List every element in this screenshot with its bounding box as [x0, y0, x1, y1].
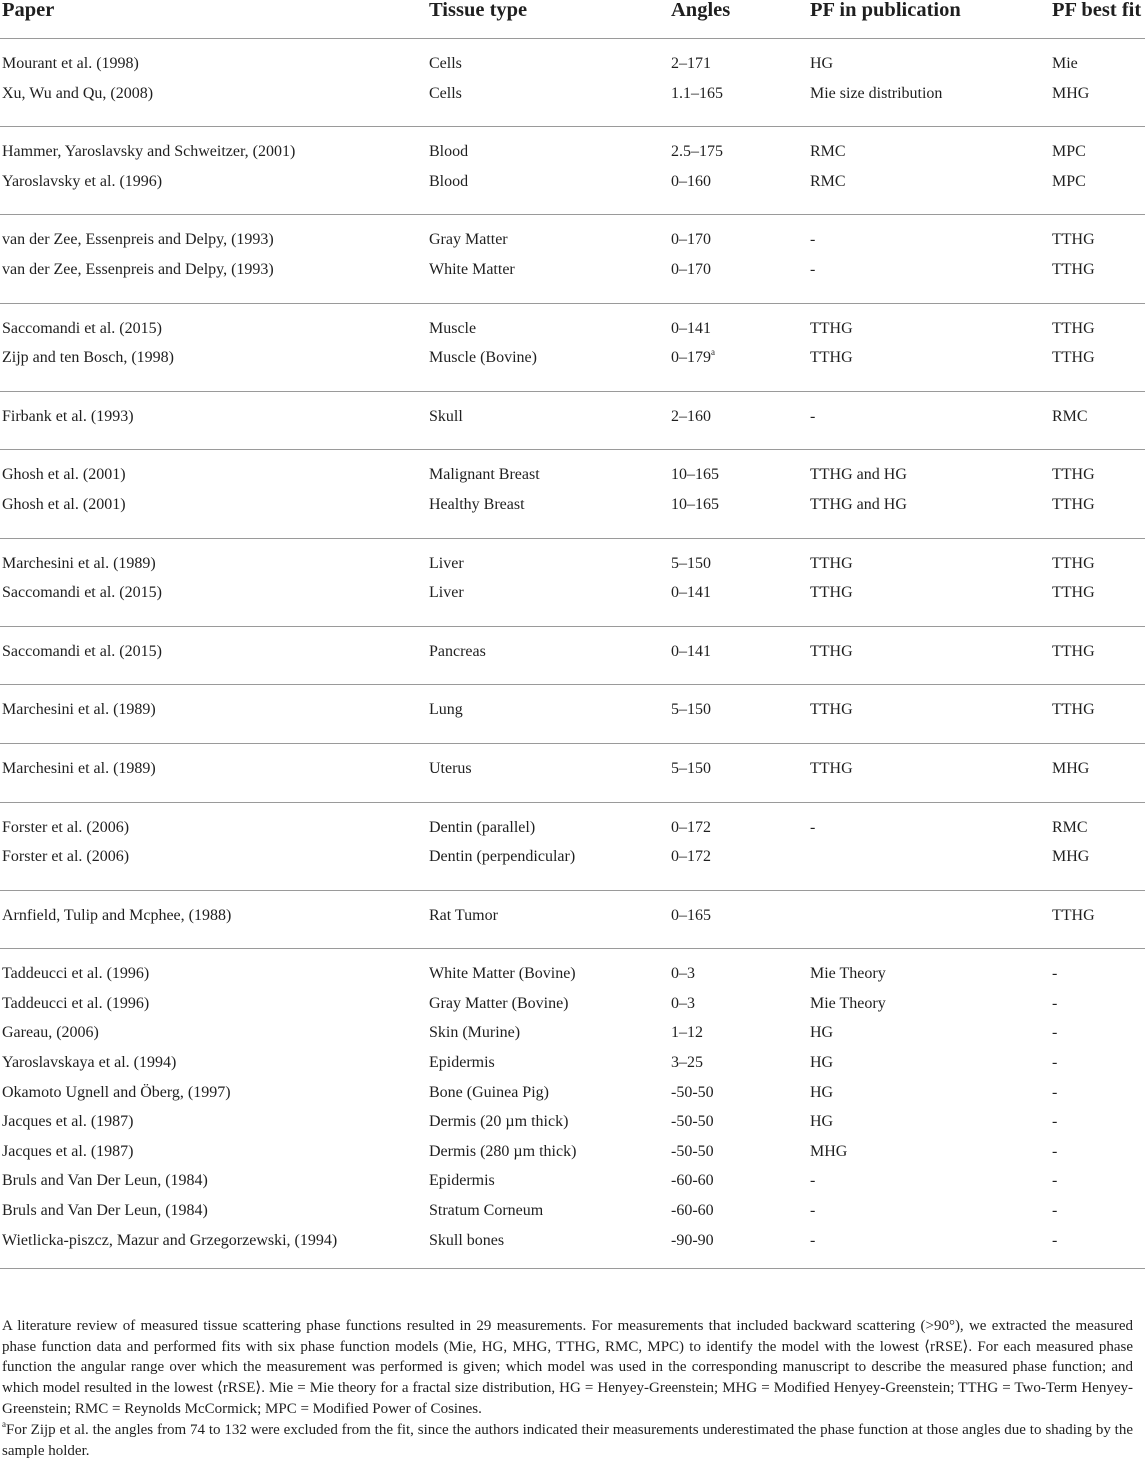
cell-angles: 0–179$^a$	[671, 346, 715, 367]
cell-angles: -50-50	[671, 1083, 714, 1101]
cell-angles: 0–160	[671, 172, 711, 190]
cell-paper: Okamoto Ugnell and Öberg, (1997)	[2, 1083, 231, 1101]
table-row	[0, 1230, 1145, 1260]
cell-pf-best-fit: -	[1052, 1024, 1058, 1042]
cell-tissue-type: Pancreas	[429, 642, 486, 660]
cell-pf-best-fit: -	[1052, 994, 1058, 1012]
cell-pf-in-publication: TTHG	[810, 554, 853, 572]
cell-pf-best-fit: TTHG	[1052, 642, 1095, 660]
cell-angles: -60-60	[671, 1202, 714, 1220]
cell-angles: 0–3	[671, 965, 695, 983]
cell-pf-in-publication: TTHG	[810, 701, 853, 719]
header-paper: Paper	[2, 0, 55, 21]
row-group	[0, 803, 1145, 891]
row-group	[0, 744, 1145, 803]
table-footnote	[2, 1420, 1133, 1461]
cell-pf-best-fit: RMC	[1052, 407, 1088, 425]
cell-paper: Yaroslavsky et al. (1996)	[2, 172, 163, 190]
cell-angles: -60-60	[671, 1172, 714, 1190]
cell-paper: Forster et al. (2006)	[2, 818, 130, 836]
cell-tissue-type: Epidermis	[429, 1054, 495, 1072]
table-row	[0, 347, 1145, 377]
table-row	[0, 993, 1145, 1023]
cell-tissue-type: White Matter	[429, 260, 515, 278]
cell-paper: Xu, Wu and Qu, (2008)	[2, 84, 154, 102]
row-group	[0, 685, 1145, 744]
cell-pf-best-fit: TTHG	[1052, 231, 1095, 249]
cell-angles: 5–150	[671, 701, 711, 719]
cell-paper: Jacques et al. (1987)	[2, 1113, 134, 1131]
cell-angles: 0–172	[671, 818, 711, 836]
cell-pf-best-fit: -	[1052, 1113, 1058, 1131]
cell-tissue-type: Dentin (parallel)	[429, 818, 536, 836]
row-group	[0, 215, 1145, 303]
row-group	[0, 39, 1145, 127]
cell-tissue-type: Uterus	[429, 759, 472, 777]
cell-tissue-type: Skull bones	[429, 1231, 505, 1249]
table-header-row	[0, 0, 1145, 39]
cell-tissue-type: Liver	[429, 584, 464, 602]
cell-pf-in-publication: -	[810, 260, 816, 278]
table-row	[0, 1200, 1145, 1230]
cell-angles: 0–170	[671, 231, 711, 249]
cell-paper: Ghosh et al. (2001)	[2, 495, 126, 513]
cell-paper: Gareau, (2006)	[2, 1024, 99, 1042]
cell-angles: 2.5–175	[671, 143, 723, 161]
cell-pf-best-fit: -	[1052, 1202, 1058, 1220]
table-row	[0, 406, 1145, 436]
row-group	[0, 627, 1145, 686]
cell-paper: Yaroslavskaya et al. (1994)	[2, 1054, 177, 1072]
cell-pf-best-fit: TTHG	[1052, 554, 1095, 572]
table-row	[0, 641, 1145, 671]
cell-angles: -50-50	[671, 1142, 714, 1160]
table-row	[0, 699, 1145, 729]
cell-pf-best-fit: MPC	[1052, 172, 1086, 190]
cell-pf-in-publication: -	[810, 231, 816, 249]
cell-pf-best-fit: Mie	[1052, 55, 1078, 72]
cell-pf-in-publication: HG	[810, 1054, 834, 1072]
table-row	[0, 83, 1145, 113]
cell-tissue-type: Skin (Murine)	[429, 1024, 521, 1042]
cell-angles: 0–165	[671, 906, 711, 924]
cell-tissue-type: Epidermis	[429, 1172, 495, 1190]
cell-pf-best-fit: MHG	[1052, 759, 1090, 777]
cell-pf-best-fit: TTHG	[1052, 466, 1095, 484]
table-row	[0, 1052, 1145, 1082]
table-row	[0, 464, 1145, 494]
cell-angles: 0–141	[671, 584, 711, 602]
cell-paper: Ghosh et al. (2001)	[2, 466, 126, 484]
cell-pf-best-fit: -	[1052, 1231, 1058, 1249]
cell-pf-in-publication: -	[810, 1231, 816, 1249]
table-row	[0, 1111, 1145, 1141]
cell-pf-best-fit: TTHG	[1052, 495, 1095, 513]
cell-angles: 5–150	[671, 759, 711, 777]
cell-angles: 0–170	[671, 260, 711, 278]
cell-pf-in-publication: -	[810, 818, 816, 836]
footnote-marker: a	[2, 1419, 6, 1429]
table-row	[0, 141, 1145, 171]
cell-tissue-type: Blood	[429, 143, 469, 161]
cell-pf-in-publication: TTHG and HG	[810, 466, 907, 484]
cell-tissue-type: Bone (Guinea Pig)	[429, 1083, 549, 1101]
cell-paper: Jacques et al. (1987)	[2, 1142, 134, 1160]
cell-tissue-type: Muscle (Bovine)	[429, 349, 537, 367]
header-angles: Angles	[671, 0, 731, 21]
cell-angles: 0–141	[671, 319, 711, 337]
cell-paper: Arnfield, Tulip and Mcphee, (1988)	[2, 906, 232, 924]
footnote-ref-marker: a	[711, 346, 715, 357]
table-row	[0, 53, 1145, 83]
cell-paper: Saccomandi et al. (2015)	[2, 319, 162, 337]
cell-angles: 0–172	[671, 848, 711, 866]
cell-tissue-type: Malignant Breast	[429, 466, 540, 484]
cell-tissue-type: Liver	[429, 554, 464, 572]
cell-pf-in-publication: -	[810, 407, 816, 425]
cell-pf-in-publication: RMC	[810, 172, 846, 190]
cell-pf-in-publication: TTHG	[810, 349, 853, 367]
cell-pf-in-publication: HG	[810, 1083, 834, 1101]
cell-pf-in-publication: TTHG	[810, 584, 853, 602]
cell-tissue-type: Skull	[429, 407, 463, 425]
cell-pf-best-fit: MHG	[1052, 84, 1090, 102]
table-row	[0, 318, 1145, 348]
cell-pf-best-fit: -	[1052, 1172, 1058, 1190]
cell-tissue-type: Dermis (20 µm thick)	[429, 1113, 569, 1131]
cell-paper: van der Zee, Essenpreis and Delpy, (1993)	[2, 260, 274, 278]
cell-tissue-type: Gray Matter	[429, 231, 508, 249]
header-pf-best-fit: PF best fit	[1052, 0, 1142, 21]
table-row	[0, 846, 1145, 876]
cell-pf-in-publication: -	[810, 1172, 816, 1190]
cell-tissue-type: Gray Matter (Bovine)	[429, 994, 569, 1012]
cell-pf-in-publication: HG	[810, 55, 834, 72]
header-pf-in-publication: PF in publication	[810, 0, 961, 21]
table-row	[0, 817, 1145, 847]
cell-angles: -50-50	[671, 1113, 714, 1131]
cell-paper: Taddeucci et al. (1996)	[2, 994, 150, 1012]
cell-pf-best-fit: TTHG	[1052, 349, 1095, 367]
cell-angles: 5–150	[671, 554, 711, 572]
cell-paper: Mourant et al. (1998)	[2, 55, 139, 72]
row-group	[0, 127, 1145, 215]
caption-text: A literature review of measured tissue scattering phase functions resulted in 29 measurements. For measurements that included backward scattering (>90°), we extracted the measured phase function data and performed fits with six phase function models (Mie, HG, MHG, TTHG, RMC, MPC) to identify the model with the lowest ⟨rRSE⟩. For each measured phase function the angular range over which the measurement was performed is given; which model was used in the corresponding manuscript to describe the measured phase function; and which model resulted in the lowest ⟨rRSE⟩. Mie = Mie theory for a fractal size distribution, HG = Henyey-Greenstein; MHG = Modified Henyey-Greenstein; TTHG = Two-Term Henyey-Greenstein; RMC = Reynolds McCormick; MPC = Modified Power of Cosines.	[2, 1318, 1133, 1417]
cell-paper: Saccomandi et al. (2015)	[2, 642, 162, 660]
cell-pf-best-fit: TTHG	[1052, 584, 1095, 602]
cell-tissue-type: Dentin (perpendicular)	[429, 848, 576, 866]
table-row	[0, 171, 1145, 201]
table-row	[0, 259, 1145, 289]
cell-angles: 2–160	[671, 407, 711, 425]
cell-pf-best-fit: TTHG	[1052, 906, 1095, 924]
cell-paper: Taddeucci et al. (1996)	[2, 965, 150, 983]
cell-pf-in-publication: TTHG and HG	[810, 495, 907, 513]
cell-angles: 10–165	[671, 466, 719, 484]
cell-tissue-type: Healthy Breast	[429, 495, 525, 513]
cell-paper: Bruls and Van Der Leun, (1984)	[2, 1202, 208, 1220]
table-row	[0, 1082, 1145, 1112]
cell-pf-in-publication: TTHG	[810, 642, 853, 660]
row-group	[0, 891, 1145, 950]
cell-angles: 0–3	[671, 994, 695, 1012]
table-row	[0, 1022, 1145, 1052]
row-group	[0, 539, 1145, 627]
cell-tissue-type: Blood	[429, 172, 469, 190]
cell-paper: Firbank et al. (1993)	[2, 407, 134, 425]
cell-pf-in-publication: HG	[810, 1024, 834, 1042]
row-group	[0, 949, 1145, 1269]
cell-pf-in-publication: RMC	[810, 143, 846, 161]
cell-pf-best-fit: -	[1052, 965, 1058, 983]
table-row	[0, 1141, 1145, 1171]
cell-pf-best-fit: TTHG	[1052, 701, 1095, 719]
cell-pf-best-fit: -	[1052, 1083, 1058, 1101]
cell-pf-in-publication: Mie Theory	[810, 994, 886, 1012]
footnote-text: For Zijp et al. the angles from 74 to 132 were excluded from the fit, since the authors indicated their measurements underestimated the phase function at those angles due to shading by the sample holder.	[2, 1422, 1133, 1459]
cell-angles: 1–12	[671, 1024, 703, 1042]
table-row	[0, 582, 1145, 612]
row-group	[0, 392, 1145, 451]
cell-paper: Hammer, Yaroslavsky and Schweitzer, (2001)	[2, 143, 296, 161]
table-body	[0, 39, 1145, 1269]
cell-pf-best-fit: TTHG	[1052, 319, 1095, 337]
table-row	[0, 229, 1145, 259]
table-row	[0, 905, 1145, 935]
cell-tissue-type: Rat Tumor	[429, 906, 498, 924]
cell-pf-in-publication: Mie Theory	[810, 965, 886, 983]
cell-pf-in-publication: TTHG	[810, 319, 853, 337]
cell-pf-best-fit: TTHG	[1052, 260, 1095, 278]
cell-pf-best-fit: MHG	[1052, 848, 1090, 866]
cell-pf-in-publication: Mie size distribution	[810, 84, 943, 102]
cell-paper: Zijp and ten Bosch, (1998)	[2, 349, 174, 367]
cell-pf-in-publication: HG	[810, 1113, 834, 1131]
cell-paper: Marchesini et al. (1989)	[2, 759, 156, 777]
cell-tissue-type: Muscle	[429, 319, 477, 337]
cell-angles: 1.1–165	[671, 84, 723, 102]
cell-pf-in-publication: -	[810, 1202, 816, 1220]
cell-angles: 2–171	[671, 55, 711, 72]
cell-paper: Saccomandi et al. (2015)	[2, 584, 162, 602]
table-row	[0, 553, 1145, 583]
cell-angles: 0–141	[671, 642, 711, 660]
cell-paper: Marchesini et al. (1989)	[2, 701, 156, 719]
table-row	[0, 1170, 1145, 1200]
cell-pf-best-fit: RMC	[1052, 818, 1088, 836]
cell-angles: 10–165	[671, 495, 719, 513]
cell-paper: Forster et al. (2006)	[2, 848, 130, 866]
cell-tissue-type: Dermis (280 µm thick)	[429, 1142, 577, 1160]
cell-tissue-type: White Matter (Bovine)	[429, 965, 576, 983]
cell-pf-best-fit: -	[1052, 1142, 1058, 1160]
cell-paper: Marchesini et al. (1989)	[2, 554, 156, 572]
cell-tissue-type: Lung	[429, 701, 463, 719]
cell-angles: 3–25	[671, 1054, 703, 1072]
cell-tissue-type: Cells	[429, 55, 462, 72]
cell-pf-best-fit: -	[1052, 1054, 1058, 1072]
table-caption	[2, 1316, 1133, 1420]
cell-paper: van der Zee, Essenpreis and Delpy, (1993)	[2, 231, 274, 249]
cell-pf-in-publication: MHG	[810, 1142, 848, 1160]
table-row	[0, 494, 1145, 524]
cell-paper: Wietlicka-piszcz, Mazur and Grzegorzewski, (1994)	[2, 1231, 338, 1249]
cell-pf-in-publication: TTHG	[810, 759, 853, 777]
table-row	[0, 758, 1145, 788]
row-group	[0, 304, 1145, 392]
header-tissue-type: Tissue type	[429, 0, 528, 21]
cell-tissue-type: Stratum Corneum	[429, 1202, 544, 1220]
cell-pf-best-fit: MPC	[1052, 143, 1086, 161]
cell-tissue-type: Cells	[429, 84, 462, 102]
cell-angles: -90-90	[671, 1231, 714, 1249]
row-group	[0, 450, 1145, 538]
table-row	[0, 963, 1145, 993]
cell-paper: Bruls and Van Der Leun, (1984)	[2, 1172, 208, 1190]
